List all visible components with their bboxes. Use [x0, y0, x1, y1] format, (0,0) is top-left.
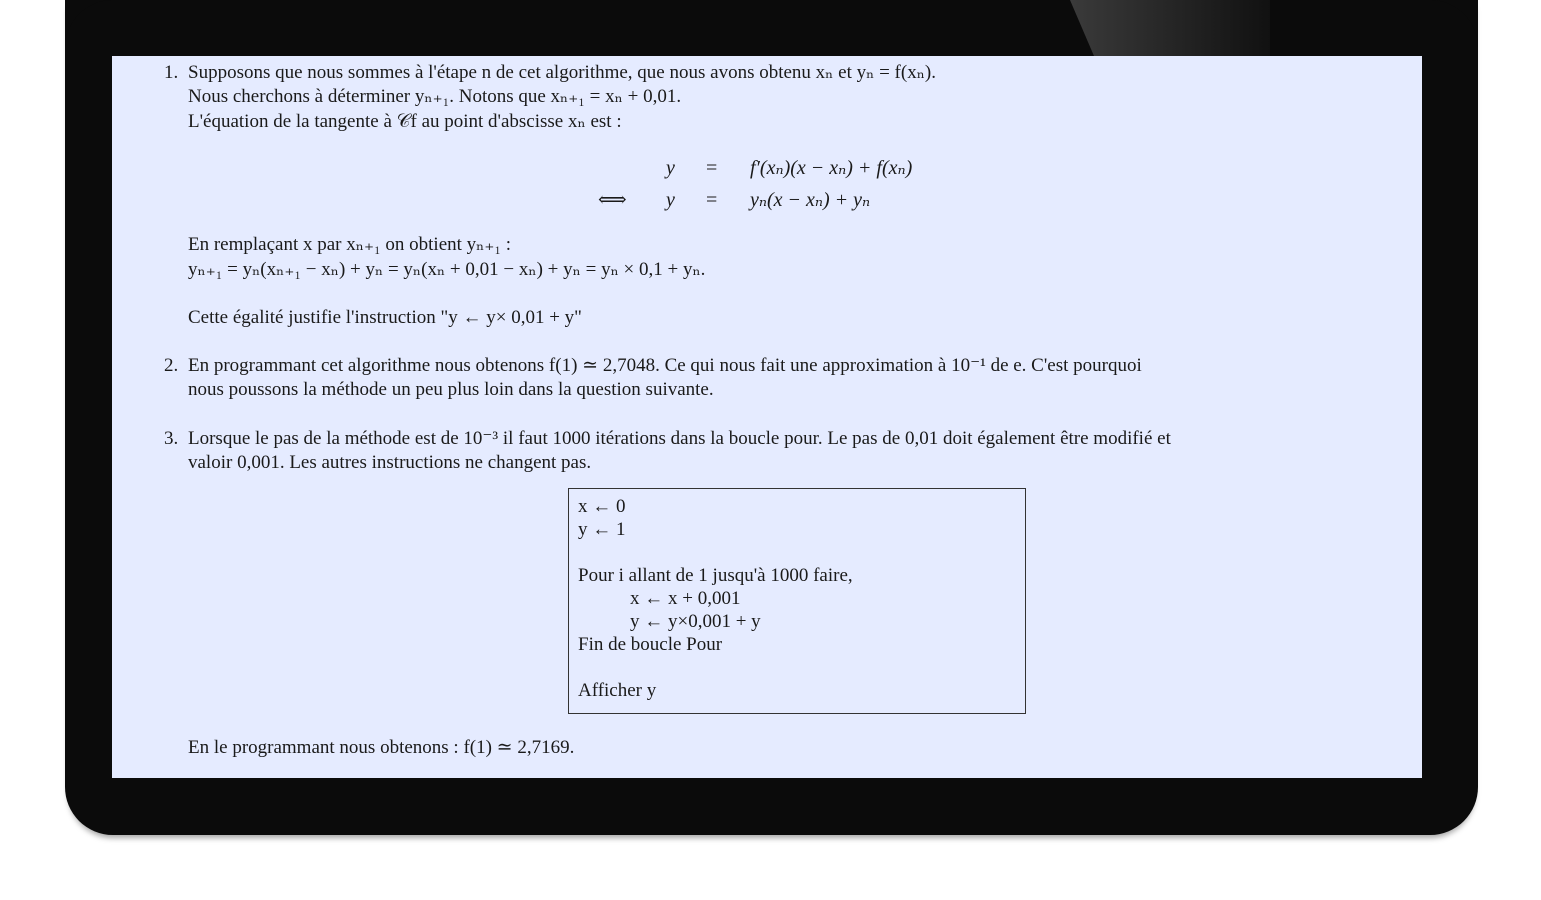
equivalence-arrow: ⟺ — [598, 189, 627, 211]
algorithm-line: x ← 0 — [578, 496, 626, 517]
screen-glare — [1070, 0, 1270, 56]
equation-2-lhs: y — [666, 189, 675, 211]
question-1-line-6: Cette égalité justifie l'instruction "y ← y× 0,01 + y" — [188, 307, 582, 328]
equation-1-equals: = — [706, 157, 718, 179]
question-3-result: En le programmant nous obtenons : f(1) ≃ 2,7169. — [188, 737, 575, 758]
question-3-number: 3. — [164, 428, 179, 449]
algorithm-line: Fin de boucle Pour — [578, 634, 723, 655]
question-2-line-2: nous poussons la méthode un peu plus loin dans la question suivante. — [188, 379, 714, 400]
equation-1-lhs: y — [666, 157, 675, 179]
algorithm-line: Pour i allant de 1 jusqu'à 1000 faire, — [578, 565, 853, 586]
question-1-line-2: Nous cherchons à déterminer yₙ₊₁. Notons que xₙ₊₁ = xₙ + 0,01. — [188, 86, 682, 107]
algorithm-box — [568, 488, 1026, 714]
equation-2-rhs: yₙ(x − xₙ) + yₙ — [750, 189, 871, 211]
question-1-line-1: Supposons que nous sommes à l'étape n de cet algorithme, que nous avons obtenu xₙ et yₙ = f(xₙ). — [188, 62, 936, 83]
question-2-line-1: En programmant cet algorithme nous obtenons f(1) ≃ 2,7048. Ce qui nous fait une approximation à 10⁻¹ de e. C'est pourquoi — [188, 355, 1142, 376]
equation-1-rhs: f′(xₙ)(x − xₙ) + f(xₙ) — [750, 157, 913, 179]
document-screen — [112, 56, 1422, 778]
algorithm-line: Afficher y — [578, 680, 657, 701]
algorithm-line: x ← x + 0,001 — [630, 588, 741, 609]
algorithm-line: y ← 1 — [578, 519, 626, 540]
question-1-line-5: yₙ₊₁ = yₙ(xₙ₊₁ − xₙ) + yₙ = yₙ(xₙ + 0,01 − xₙ) + yₙ = yₙ × 0,1 + yₙ. — [188, 259, 706, 280]
equation-2-equals: = — [706, 189, 718, 211]
question-3-line-1: Lorsque le pas de la méthode est de 10⁻³ il faut 1000 itérations dans la boucle pour. Le pas de 0,01 doit également être modifié et — [188, 428, 1171, 449]
algorithm-line: y ← y×0,001 + y — [630, 611, 761, 632]
document-content — [112, 56, 1422, 778]
question-3-line-2: valoir 0,001. Les autres instructions ne changent pas. — [188, 452, 592, 473]
question-2-number: 2. — [164, 355, 179, 376]
question-1-number: 1. — [164, 62, 179, 83]
question-1-line-4: En remplaçant x par xₙ₊₁ on obtient yₙ₊₁ : — [188, 234, 512, 255]
question-1-line-3: L'équation de la tangente à 𝒞f au point d'abscisse xₙ est : — [188, 111, 622, 132]
